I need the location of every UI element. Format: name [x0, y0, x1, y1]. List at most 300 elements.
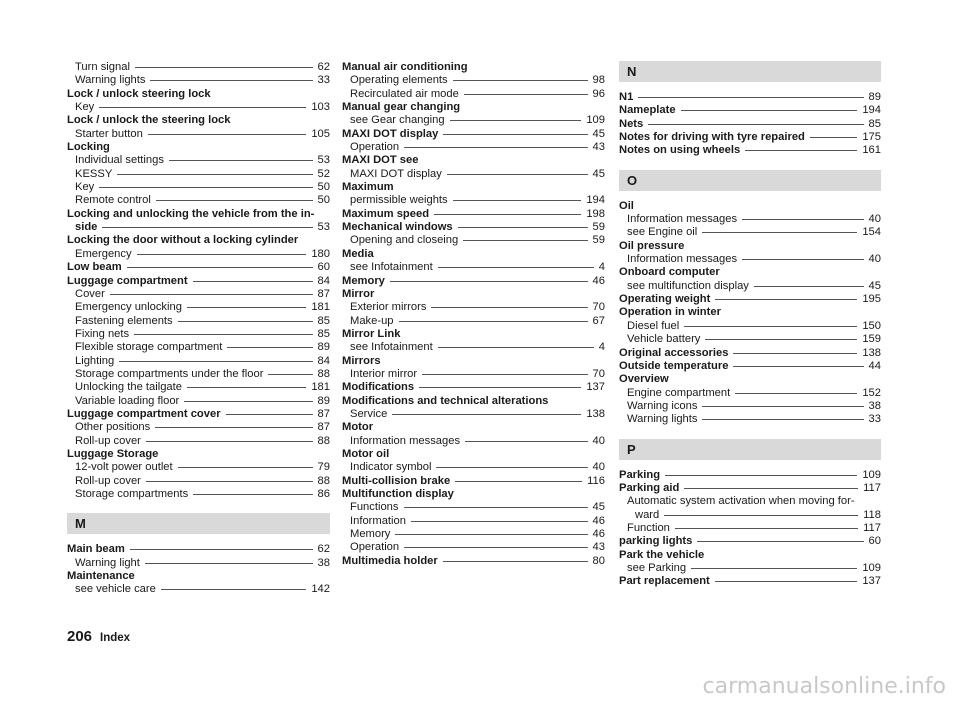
- page-reference: 53: [317, 221, 330, 234]
- index-entry[interactable]: [619, 118, 881, 131]
- leader-line: [99, 107, 306, 108]
- index-heading: Manual gear changing: [342, 101, 461, 114]
- leader-line: [733, 353, 857, 354]
- entry-label: Fixing nets: [75, 327, 130, 340]
- index-entry[interactable]: [342, 234, 605, 247]
- page-reference: 44: [868, 359, 881, 372]
- index-entry[interactable]: [342, 461, 605, 474]
- page-reference: 79: [317, 461, 330, 474]
- leader-line: [117, 174, 312, 175]
- leader-line: [119, 361, 312, 362]
- entry-label: Indicator symbol: [350, 461, 432, 474]
- entry-label: Nameplate: [619, 104, 676, 117]
- index-entry[interactable]: [342, 341, 605, 354]
- index-entry[interactable]: [67, 288, 330, 301]
- leader-line: [438, 347, 594, 348]
- entry-label: see Parking: [627, 561, 687, 574]
- entry-label: Diesel fuel: [627, 319, 680, 332]
- page-reference: 194: [586, 194, 605, 207]
- leader-line: [155, 427, 312, 428]
- index-entry[interactable]: [342, 168, 605, 181]
- page-reference: 67: [592, 314, 605, 327]
- entry-label: Luggage compartment cover: [67, 407, 221, 420]
- leader-line: [705, 339, 857, 340]
- leader-line: [742, 219, 863, 220]
- leader-line: [684, 488, 858, 489]
- page-reference: 4: [598, 341, 605, 354]
- page-reference: 150: [862, 319, 881, 332]
- entry-label: Starter button: [75, 127, 143, 140]
- page-reference: 105: [311, 127, 330, 140]
- page-reference: 85: [868, 117, 881, 130]
- index-heading: Locking: [67, 141, 110, 154]
- index-entry[interactable]: [342, 261, 605, 274]
- page-reference: 89: [868, 91, 881, 103]
- index-entry[interactable]: [342, 315, 605, 328]
- entry-label: Vehicle battery: [627, 333, 701, 346]
- entry-label: Cover: [75, 287, 105, 300]
- index-entry[interactable]: [67, 128, 330, 141]
- page-reference: 84: [317, 354, 330, 367]
- index-entry[interactable]: [67, 74, 330, 87]
- entry-label: Emergency unlocking: [75, 301, 182, 314]
- index-entry[interactable]: [619, 575, 881, 588]
- leader-line: [745, 150, 857, 151]
- page-reference: 86: [317, 488, 330, 500]
- index-heading: Oil pressure: [619, 239, 685, 252]
- index-heading: Motor: [342, 421, 374, 434]
- page-reference: 181: [311, 381, 330, 394]
- leader-line: [392, 414, 581, 415]
- leader-line: [681, 110, 858, 111]
- page-reference: 45: [592, 501, 605, 514]
- index-heading: Maximum: [342, 181, 394, 194]
- index-entry[interactable]: [67, 355, 330, 368]
- index-heading: Onboard computer: [619, 266, 720, 279]
- entry-label: Operating elements: [350, 74, 448, 87]
- section-letter-heading: P: [619, 439, 881, 460]
- page-reference: 195: [862, 293, 881, 306]
- entry-label: Fastening elements: [75, 314, 173, 327]
- index-entry[interactable]: [342, 74, 605, 87]
- index-heading: Media: [342, 247, 374, 260]
- index-column-1: [67, 61, 330, 597]
- entry-label: Original accessories: [619, 346, 729, 359]
- leader-line: [130, 549, 313, 550]
- index-entry[interactable]: [342, 301, 605, 314]
- page-reference: 33: [317, 74, 330, 87]
- page-reference: 62: [317, 543, 330, 556]
- entry-label: Operation: [350, 141, 400, 154]
- leader-line: [146, 441, 313, 442]
- index-entry[interactable]: [67, 181, 330, 194]
- leader-line: [450, 120, 582, 121]
- entry-label: Variable loading floor: [75, 394, 180, 407]
- index-entry[interactable]: [619, 413, 881, 426]
- index-entry[interactable]: [342, 88, 605, 101]
- leader-line: [733, 366, 863, 367]
- index-entry[interactable]: [67, 101, 330, 114]
- leader-line: [156, 200, 313, 201]
- entry-label: Memory: [350, 528, 391, 541]
- page-reference: 154: [862, 226, 881, 239]
- entry-label: Functions: [350, 501, 399, 514]
- page-reference: 137: [862, 575, 881, 588]
- index-entry[interactable]: [619, 360, 881, 373]
- index-entry[interactable]: [342, 208, 605, 221]
- index-entry[interactable]: [619, 91, 881, 104]
- entry-label: Operating weight: [619, 293, 711, 306]
- index-entry[interactable]: [67, 488, 330, 501]
- leader-line: [638, 97, 863, 98]
- leader-line: [187, 307, 306, 308]
- page-reference: 152: [862, 386, 881, 399]
- page-reference: 88: [317, 367, 330, 380]
- entry-label: MAXI DOT display: [342, 127, 439, 140]
- leader-line: [702, 406, 863, 407]
- entry-label: 12-volt power outlet: [75, 461, 173, 474]
- page-reference: 43: [592, 141, 605, 154]
- leader-line: [146, 481, 313, 482]
- leader-line: [148, 134, 307, 135]
- index-heading: Manual air conditioning: [342, 61, 468, 73]
- index-entry[interactable]: [342, 541, 605, 554]
- entry-label: Part replacement: [619, 575, 710, 588]
- page-reference: 59: [592, 221, 605, 234]
- page-reference: 87: [317, 407, 330, 420]
- leader-line: [715, 581, 858, 582]
- index-heading: Motor oil: [342, 447, 390, 460]
- leader-line: [455, 481, 582, 482]
- entry-label: Outside temperature: [619, 359, 729, 372]
- page-reference: 53: [317, 154, 330, 167]
- index-entry[interactable]: [619, 562, 881, 575]
- page-reference: 70: [592, 301, 605, 314]
- index-heading: Multifunction display: [342, 488, 454, 500]
- index-entry[interactable]: [619, 333, 881, 346]
- index-entry[interactable]: [67, 557, 330, 570]
- entry-label: Information: [350, 514, 406, 527]
- page-reference: 50: [317, 181, 330, 194]
- leader-line: [404, 147, 587, 148]
- entry-label: permissible weights: [350, 194, 448, 207]
- index-entry[interactable]: [67, 435, 330, 448]
- entry-label: Exterior mirrors: [350, 301, 427, 314]
- index-heading: Luggage Storage: [67, 447, 159, 460]
- leader-line: [150, 80, 312, 81]
- index-heading: Mirror Link: [342, 327, 401, 340]
- index-entry[interactable]: [619, 293, 881, 306]
- index-entry[interactable]: [342, 475, 605, 488]
- index-entry[interactable]: [342, 114, 605, 127]
- leader-line: [702, 419, 863, 420]
- leader-line: [169, 160, 313, 161]
- index-entry[interactable]: [619, 509, 881, 522]
- entry-label: Information messages: [350, 434, 461, 447]
- index-entry[interactable]: [619, 482, 881, 495]
- index-heading: Oil: [619, 199, 634, 212]
- index-entry[interactable]: [619, 387, 881, 400]
- page-reference: 85: [317, 314, 330, 327]
- page-reference: 116: [587, 474, 605, 487]
- entry-label: Service: [350, 407, 388, 420]
- page-reference: 88: [317, 474, 330, 487]
- index-entry[interactable]: [342, 501, 605, 514]
- entry-label: Warning lights: [75, 74, 146, 87]
- index-column-2: [342, 61, 605, 568]
- index-entry[interactable]: [342, 368, 605, 381]
- index-entry[interactable]: [619, 131, 881, 144]
- entry-label: Interior mirror: [350, 367, 418, 380]
- index-entry[interactable]: [67, 368, 330, 381]
- watermark: carmanualsonline.info: [702, 674, 946, 699]
- index-entry[interactable]: [619, 253, 881, 266]
- entry-label: Multi-collision brake: [342, 474, 451, 487]
- page-reference: 45: [592, 167, 605, 180]
- index-entry[interactable]: [67, 221, 330, 234]
- index-entry[interactable]: [619, 144, 881, 157]
- index-entry[interactable]: [342, 141, 605, 154]
- index-heading: Overview: [619, 373, 669, 386]
- page-reference: 117: [863, 521, 881, 534]
- index-entry[interactable]: [342, 408, 605, 421]
- index-entry[interactable]: [342, 194, 605, 207]
- entry-label: Luggage compartment: [67, 274, 188, 287]
- page-reference: 109: [862, 468, 881, 481]
- entry-label: side: [75, 221, 98, 234]
- leader-line: [684, 326, 857, 327]
- entry-label: see Infotainment: [350, 341, 433, 354]
- index-entry[interactable]: [67, 543, 330, 556]
- entry-label: Unlocking the tailgate: [75, 381, 182, 394]
- index-entry[interactable]: [67, 341, 330, 354]
- leader-line: [227, 347, 312, 348]
- index-entry[interactable]: [619, 400, 881, 413]
- index-entry[interactable]: [67, 328, 330, 341]
- entry-label: Storage compartments under the floor: [75, 367, 264, 380]
- index-entry[interactable]: [67, 168, 330, 181]
- leader-line: [178, 321, 313, 322]
- index-entry[interactable]: [619, 104, 881, 117]
- page-reference: 4: [598, 261, 605, 274]
- entry-label: Flexible storage compartment: [75, 341, 223, 354]
- leader-line: [453, 200, 582, 201]
- index-heading: Automatic system activation when moving for-: [627, 495, 855, 508]
- leader-line: [145, 563, 313, 564]
- index-entry[interactable]: [342, 381, 605, 394]
- page-reference: 175: [862, 131, 881, 144]
- entry-label: Notes for driving with tyre repaired: [619, 131, 805, 144]
- leader-line: [268, 374, 312, 375]
- index-entry[interactable]: [67, 395, 330, 408]
- entry-label: Lighting: [75, 354, 115, 367]
- index-entry[interactable]: [67, 248, 330, 261]
- entry-label: Warning light: [75, 556, 140, 569]
- page-reference: 117: [863, 481, 881, 494]
- leader-line: [102, 227, 312, 228]
- leader-line: [691, 568, 857, 569]
- entry-label: Key: [75, 101, 95, 114]
- index-entry[interactable]: [342, 221, 605, 234]
- entry-label: Operation: [350, 541, 400, 554]
- index-entry[interactable]: [342, 528, 605, 541]
- entry-label: Other positions: [75, 421, 151, 434]
- entry-label: parking lights: [619, 535, 693, 548]
- leader-line: [193, 281, 313, 282]
- entry-label: see Engine oil: [627, 226, 698, 239]
- index-entry[interactable]: [342, 515, 605, 528]
- page-reference: 38: [317, 556, 330, 569]
- entry-label: Warning lights: [627, 413, 698, 426]
- entry-label: Notes on using wheels: [619, 144, 741, 157]
- section-letter-heading: M: [67, 513, 330, 534]
- entry-label: Parking: [619, 468, 661, 481]
- index-heading: Mirrors: [342, 354, 381, 367]
- entry-label: Memory: [342, 274, 385, 287]
- page-reference: 43: [592, 541, 605, 554]
- leader-line: [431, 307, 587, 308]
- page-reference: 98: [592, 74, 605, 87]
- index-entry[interactable]: [67, 261, 330, 274]
- leader-line: [134, 334, 312, 335]
- index-entry[interactable]: [342, 275, 605, 288]
- index-entry[interactable]: [67, 154, 330, 167]
- page-reference: 198: [586, 207, 605, 220]
- leader-line: [137, 254, 307, 255]
- page-number: 206: [67, 628, 93, 645]
- entry-label: Information messages: [627, 213, 738, 226]
- index-entry[interactable]: [619, 347, 881, 360]
- leader-line: [411, 521, 588, 522]
- page-reference: 80: [592, 554, 605, 567]
- entry-label: ward: [635, 508, 660, 521]
- page-reference: 89: [317, 341, 330, 354]
- index-entry[interactable]: [619, 213, 881, 226]
- page-reference: 40: [868, 253, 881, 266]
- index-entry[interactable]: [619, 226, 881, 239]
- page-reference: 109: [586, 114, 605, 127]
- entry-label: Turn signal: [75, 61, 130, 73]
- index-entry[interactable]: [67, 381, 330, 394]
- page-reference: 88: [317, 434, 330, 447]
- index-column-3: [619, 61, 881, 589]
- page-reference: 70: [592, 367, 605, 380]
- index-entry[interactable]: [67, 583, 330, 596]
- index-heading: Lock / unlock steering lock: [67, 87, 211, 100]
- leader-line: [754, 286, 864, 287]
- index-entry[interactable]: [67, 61, 330, 74]
- index-entry[interactable]: [619, 535, 881, 548]
- leader-line: [395, 534, 587, 535]
- leader-line: [422, 374, 587, 375]
- page-reference: 38: [868, 399, 881, 412]
- leader-line: [463, 240, 587, 241]
- index-entry[interactable]: [342, 555, 605, 568]
- page-reference: 96: [592, 87, 605, 100]
- index-heading: Modifications and technical alterations: [342, 394, 549, 407]
- index-entry[interactable]: [67, 275, 330, 288]
- index-heading: Locking the door without a locking cylinder: [67, 234, 299, 247]
- page-reference: 84: [317, 274, 330, 287]
- leader-line: [675, 528, 858, 529]
- entry-label: MAXI DOT display: [350, 167, 442, 180]
- index-entry[interactable]: [67, 301, 330, 314]
- leader-line: [226, 414, 313, 415]
- entry-label: Engine compartment: [627, 386, 731, 399]
- page-reference: 180: [311, 247, 330, 260]
- entry-label: see vehicle care: [75, 583, 156, 596]
- page-reference: 109: [862, 561, 881, 574]
- page-reference: 60: [317, 261, 330, 274]
- page-reference: 142: [311, 583, 330, 596]
- leader-line: [187, 387, 306, 388]
- index-heading: Lock / unlock the steering lock: [67, 114, 231, 127]
- page-reference: 138: [862, 346, 881, 359]
- page-reference: 161: [862, 144, 881, 157]
- index-entry[interactable]: [67, 315, 330, 328]
- index-heading: Locking and unlocking the vehicle from the in-: [67, 207, 315, 220]
- index-entry[interactable]: [619, 320, 881, 333]
- index-entry[interactable]: [342, 128, 605, 141]
- page-reference: 45: [592, 127, 605, 140]
- entry-label: see Infotainment: [350, 261, 433, 274]
- index-entry[interactable]: [67, 421, 330, 434]
- section-letter-heading: N: [619, 61, 881, 82]
- index-entry[interactable]: [67, 475, 330, 488]
- page-reference: 103: [311, 101, 330, 114]
- leader-line: [404, 507, 588, 508]
- leader-line: [742, 259, 863, 260]
- entry-label: N1: [619, 91, 634, 103]
- index-entry[interactable]: [67, 194, 330, 207]
- index-heading: Maintenance: [67, 570, 135, 583]
- leader-line: [135, 67, 313, 68]
- leader-line: [436, 467, 587, 468]
- index-entry[interactable]: [619, 469, 881, 482]
- leader-line: [465, 441, 587, 442]
- leader-line: [664, 515, 858, 516]
- leader-line: [810, 137, 857, 138]
- index-entry[interactable]: [67, 408, 330, 421]
- page-reference: 46: [592, 514, 605, 527]
- leader-line: [735, 393, 857, 394]
- index-entry[interactable]: [67, 461, 330, 474]
- index-entry[interactable]: [342, 435, 605, 448]
- leader-line: [697, 541, 863, 542]
- entry-label: Mechanical windows: [342, 221, 453, 234]
- entry-label: Roll-up cover: [75, 474, 141, 487]
- page-reference: 87: [317, 421, 330, 434]
- leader-line: [464, 94, 588, 95]
- leader-line: [702, 232, 857, 233]
- entry-label: see Gear changing: [350, 114, 445, 127]
- leader-line: [110, 294, 313, 295]
- entry-label: Low beam: [67, 261, 122, 274]
- entry-label: Individual settings: [75, 154, 164, 167]
- entry-label: Information messages: [627, 253, 738, 266]
- page-reference: 40: [592, 434, 605, 447]
- leader-line: [438, 267, 594, 268]
- leader-line: [648, 124, 863, 125]
- page-reference: 33: [868, 413, 881, 426]
- page-reference: 159: [862, 333, 881, 346]
- page-reference: 194: [862, 104, 881, 117]
- index-entry[interactable]: [619, 522, 881, 535]
- entry-label: Key: [75, 181, 95, 194]
- index-entry[interactable]: [619, 280, 881, 293]
- index-heading: MAXI DOT see: [342, 154, 419, 167]
- page-reference: 59: [592, 234, 605, 247]
